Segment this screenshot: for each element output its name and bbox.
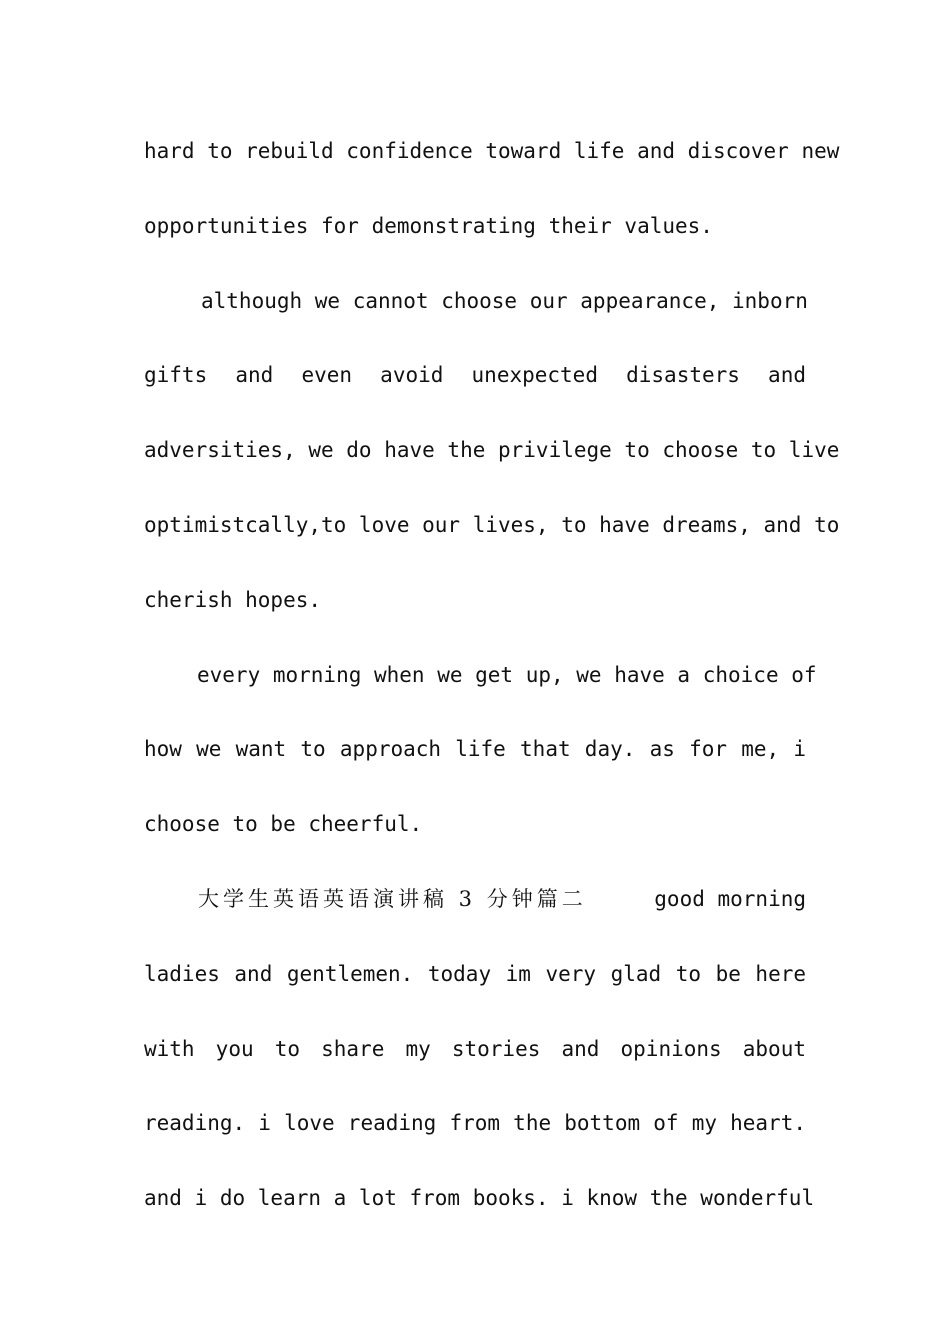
text-line: opportunities for demonstrating their values. xyxy=(144,213,713,238)
text-line: cherish hopes. xyxy=(144,587,322,612)
text-line: hard to rebuild confidence toward life and discover new xyxy=(144,139,840,163)
text-line: and i do learn a lot from books. i know the wonderful xyxy=(144,1186,815,1211)
text-line: choose to be cheerful. xyxy=(144,812,423,837)
paragraph-first-line: every morning when we get up, we have a choice of xyxy=(197,662,817,687)
text-line: optimistcally,to love our lives, to have dreams, and to xyxy=(144,512,840,537)
text-line: gifts and even avoid unexpected disasters and xyxy=(144,363,806,388)
section-heading-line xyxy=(144,862,806,937)
text-line: how we want to approach life that day. as for me, i xyxy=(144,737,806,762)
text-line: ladies and gentlemen. today im very glad to be here xyxy=(144,961,806,986)
text-line: with you to share my stories and opinions about xyxy=(144,1036,806,1061)
text-line: reading. i love reading from the bottom of my heart. xyxy=(144,1111,806,1136)
document-body xyxy=(144,114,840,1236)
section-heading-title: 大学生英语英语演讲稿 3 分钟篇二 xyxy=(198,886,587,911)
text-line: adversities, we do have the privilege to choose to live xyxy=(144,438,840,463)
section-heading-trailing-text: good morning xyxy=(654,886,806,911)
paragraph-first-line: although we cannot choose our appearance, inborn xyxy=(201,288,808,313)
